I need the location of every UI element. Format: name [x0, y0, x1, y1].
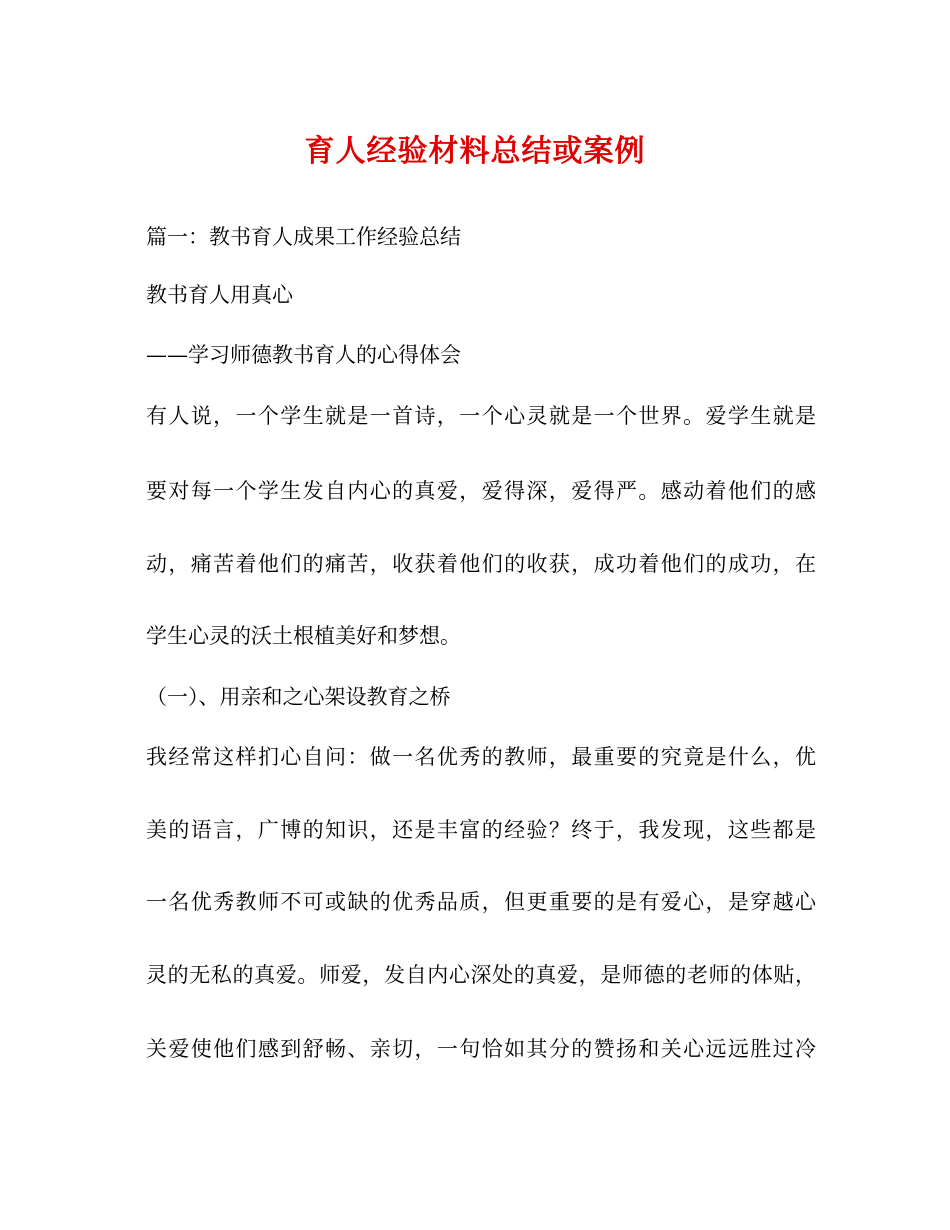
paragraph-line: 关爱使他们感到舒畅、亲切，一句恰如其分的赞扬和关心远远胜过冷: [146, 1037, 816, 1061]
paragraph-line: 要对每一个学生发自内心的真爱，爱得深，爱得严。感动着他们的感: [146, 479, 816, 503]
paragraph-line: 一名优秀教师不可或缺的优秀品质，但更重要的是有爱心，是穿越心: [146, 890, 816, 914]
section-heading: 篇一：教书育人成果工作经验总结: [146, 225, 461, 249]
article-title: 教书育人用真心: [146, 283, 293, 307]
paragraph-line: 动，痛苦着他们的痛苦，收获着他们的收获，成功着他们的成功，在: [146, 552, 816, 576]
paragraph-line: 我经常这样扪心自问：做一名优秀的教师，最重要的究竟是什么，优: [146, 745, 816, 769]
paragraph-line: 美的语言，广博的知识，还是丰富的经验？终于，我发现，这些都是: [146, 818, 816, 842]
paragraph-line: 有人说，一个学生就是一首诗，一个心灵就是一个世界。爱学生就是: [146, 404, 816, 428]
document-title: 育人经验材料总结或案例: [304, 134, 646, 169]
subsection-heading: （一）、用亲和之心架设教育之桥: [146, 685, 451, 709]
paragraph-line: 学生心灵的沃土根植美好和梦想。: [146, 624, 461, 648]
article-subtitle: ——学习师德教书育人的心得体会: [146, 343, 461, 367]
paragraph-line: 灵的无私的真爱。师爱，发自内心深处的真爱，是师德的老师的体贴，: [146, 963, 816, 987]
